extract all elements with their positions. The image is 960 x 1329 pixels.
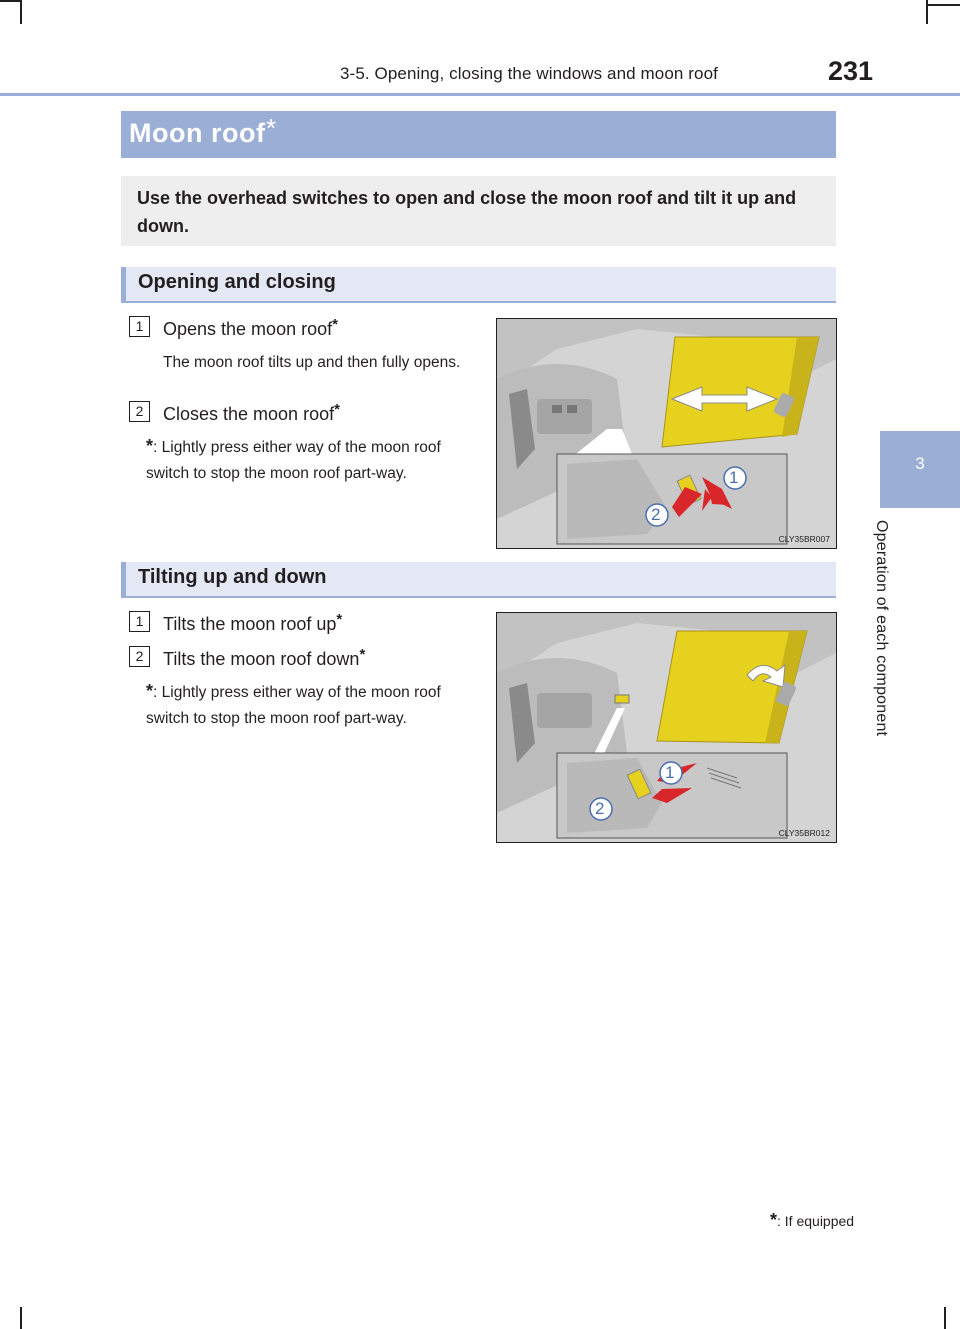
callout-2: 2 <box>595 799 605 818</box>
equipment-mark: * <box>146 436 154 456</box>
equipment-mark: * <box>770 1210 778 1230</box>
summary-text: Use the overhead switches to open and close the moon roof and tilt it up and down. <box>137 188 797 236</box>
step-text: Opens the moon roof <box>163 319 333 339</box>
footnote-text: : Lightly press either way of the moon roof switch to stop the moon roof part-way. <box>146 684 441 727</box>
step-number-box: 1 <box>129 316 150 337</box>
step-text: Tilts the moon roof up <box>163 614 337 634</box>
crop-mark <box>20 1307 22 1329</box>
equipment-mark: * <box>146 681 154 701</box>
footnote-text: : Lightly press either way of the moon roof switch to stop the moon roof part-way. <box>146 439 441 482</box>
callout-1: 1 <box>729 468 739 487</box>
footnote <box>146 433 478 487</box>
step-label <box>163 611 342 635</box>
header-rule <box>0 93 960 96</box>
subheading-tilting <box>121 562 836 598</box>
figure-code: CLY35BR007 <box>778 534 830 544</box>
summary-box <box>121 176 836 246</box>
crop-mark <box>0 0 22 2</box>
chapter-title: Operation of each component <box>873 520 890 737</box>
step-label <box>163 316 338 340</box>
footnote-text: : If equipped <box>777 1213 855 1229</box>
equipment-mark: * <box>359 646 366 663</box>
step-text: Closes the moon roof <box>163 404 335 424</box>
crop-mark <box>20 0 22 24</box>
chapter-number: 3 <box>915 454 925 473</box>
callout-2: 2 <box>651 505 661 524</box>
subheading-text: Tilting up and down <box>138 566 327 588</box>
step-detail: The moon roof tilts up and then fully opens. <box>163 354 461 371</box>
step-number-box: 1 <box>129 611 150 632</box>
figure-open-close <box>496 318 837 549</box>
subheading-text: Opening and closing <box>138 271 336 293</box>
chapter-tab <box>880 431 960 508</box>
crop-mark <box>944 1307 946 1329</box>
step-text: Tilts the moon roof down <box>163 649 360 669</box>
equipment-mark: * <box>336 611 343 628</box>
step-number-box: 2 <box>129 401 150 422</box>
chapter-title-vertical <box>870 520 910 780</box>
equipment-mark: * <box>334 401 340 418</box>
callout-layer <box>497 613 836 842</box>
equipment-mark: * <box>266 113 277 143</box>
callout-1: 1 <box>665 763 675 782</box>
figure-tilt <box>496 612 837 843</box>
subheading-opening-closing <box>121 267 836 303</box>
equipment-footnote <box>770 1210 854 1231</box>
figure-code: CLY35BR012 <box>778 828 830 838</box>
crop-mark <box>926 4 960 6</box>
step-label <box>163 646 365 670</box>
step-number-box: 2 <box>129 646 150 667</box>
page-number: 231 <box>828 56 874 86</box>
section-title: Moon roof <box>129 118 266 148</box>
footnote <box>146 678 478 732</box>
section-title-bar <box>121 111 836 158</box>
callout-layer <box>497 319 836 548</box>
step-label <box>163 401 340 425</box>
equipment-mark: * <box>332 316 338 333</box>
running-header: 3-5. Opening, closing the windows and moon roof <box>340 64 718 83</box>
